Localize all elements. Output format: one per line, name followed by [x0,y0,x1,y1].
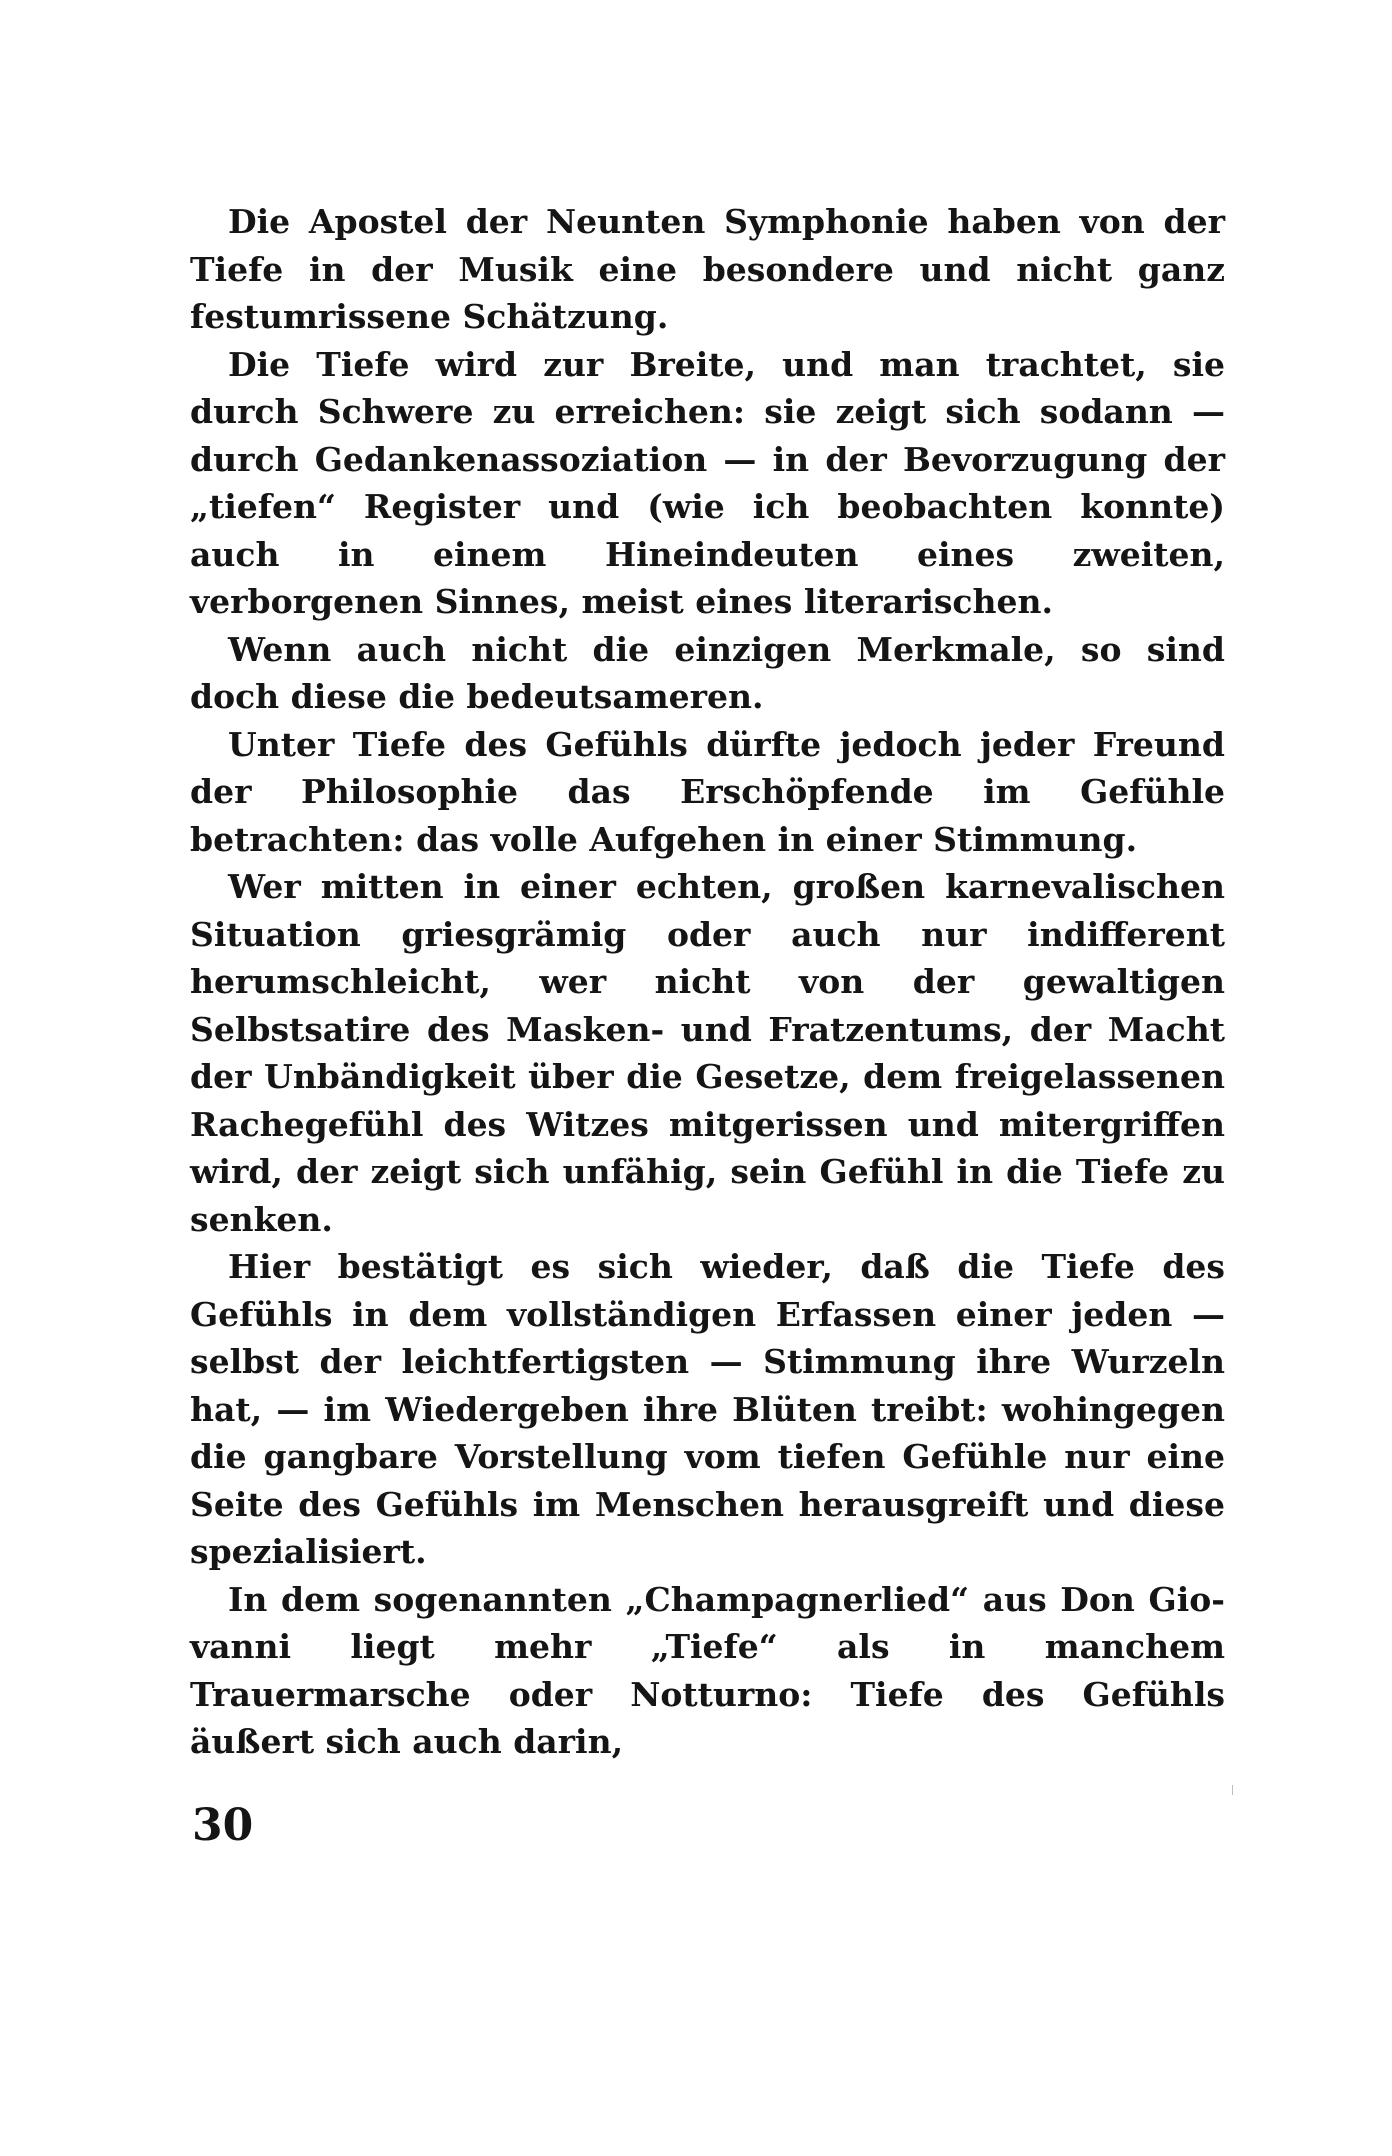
paragraph-2: Die Tiefe wird zur Breite, und man trachtet, sie durch Schwere zu erreichen: sie zeigt sich sodann — durch Gedankenassoziation — in der Bevorzugung der „tiefen“ Register und (wie ich beobachten konnte) auch in einem Hineindeuten eines zweiten, verborgenen Sinnes, meist eines literarischen. [190,344,1225,621]
paragraph-6: Hier bestätigt es sich wieder, daß die Tiefe des Gefühls in dem vollständigen Erfassen einer jeden — selbst der leichtfertigsten — Stimmung ihre Wurzeln hat, — im Wiedergeben ihre Blüten treibt: wohingegen die gangbare Vorstellung vom tiefen Gefühle nur eine Seite des Gefühls im Menschen herausgreift und diese spezialisiert. [190,1247,1225,1571]
paragraph-3: Wenn auch nicht die einzigen Merkmale, so sind doch diese die bedeutsameren. [190,629,1225,716]
scan-edge-mark [1232,1785,1233,1795]
page-number: 30 [192,1800,254,1851]
body-text [190,198,1225,1766]
paragraph-1: Die Apostel der Neunten Symphonie haben von der Tiefe in der Musik eine besondere und nicht ganz festumrissene Schätzung. [190,202,1225,336]
paragraph-4: Unter Tiefe des Gefühls dürfte jedoch jeder Freund der Philosophie das Erschöpfende im Gefühle betrachten: das volle Aufgehen in einer Stimmung. [190,724,1225,859]
paragraph-7: In dem sogenannten „Champagnerlied“ aus Don Giovanni liegt mehr „Tiefe“ als in manchem Trauermarsche oder Notturno: Tiefe des Gefühls äußert sich auch darin, [190,1579,1225,1761]
paragraph-5: Wer mitten in einer echten, großen karnevalischen Situation griesgrämig oder auch nur indifferent herumschleicht, wer nicht von der gewaltigen Selbstsatire des Masken- und Fratzentums, der Macht der Unbändigkeit über die Gesetze, dem freigelassenen Rachegefühl des Witzes mitgerissen und mitergriffen wird, der zeigt sich unfähig, sein Gefühl in die Tiefe zu senken. [190,867,1225,1239]
